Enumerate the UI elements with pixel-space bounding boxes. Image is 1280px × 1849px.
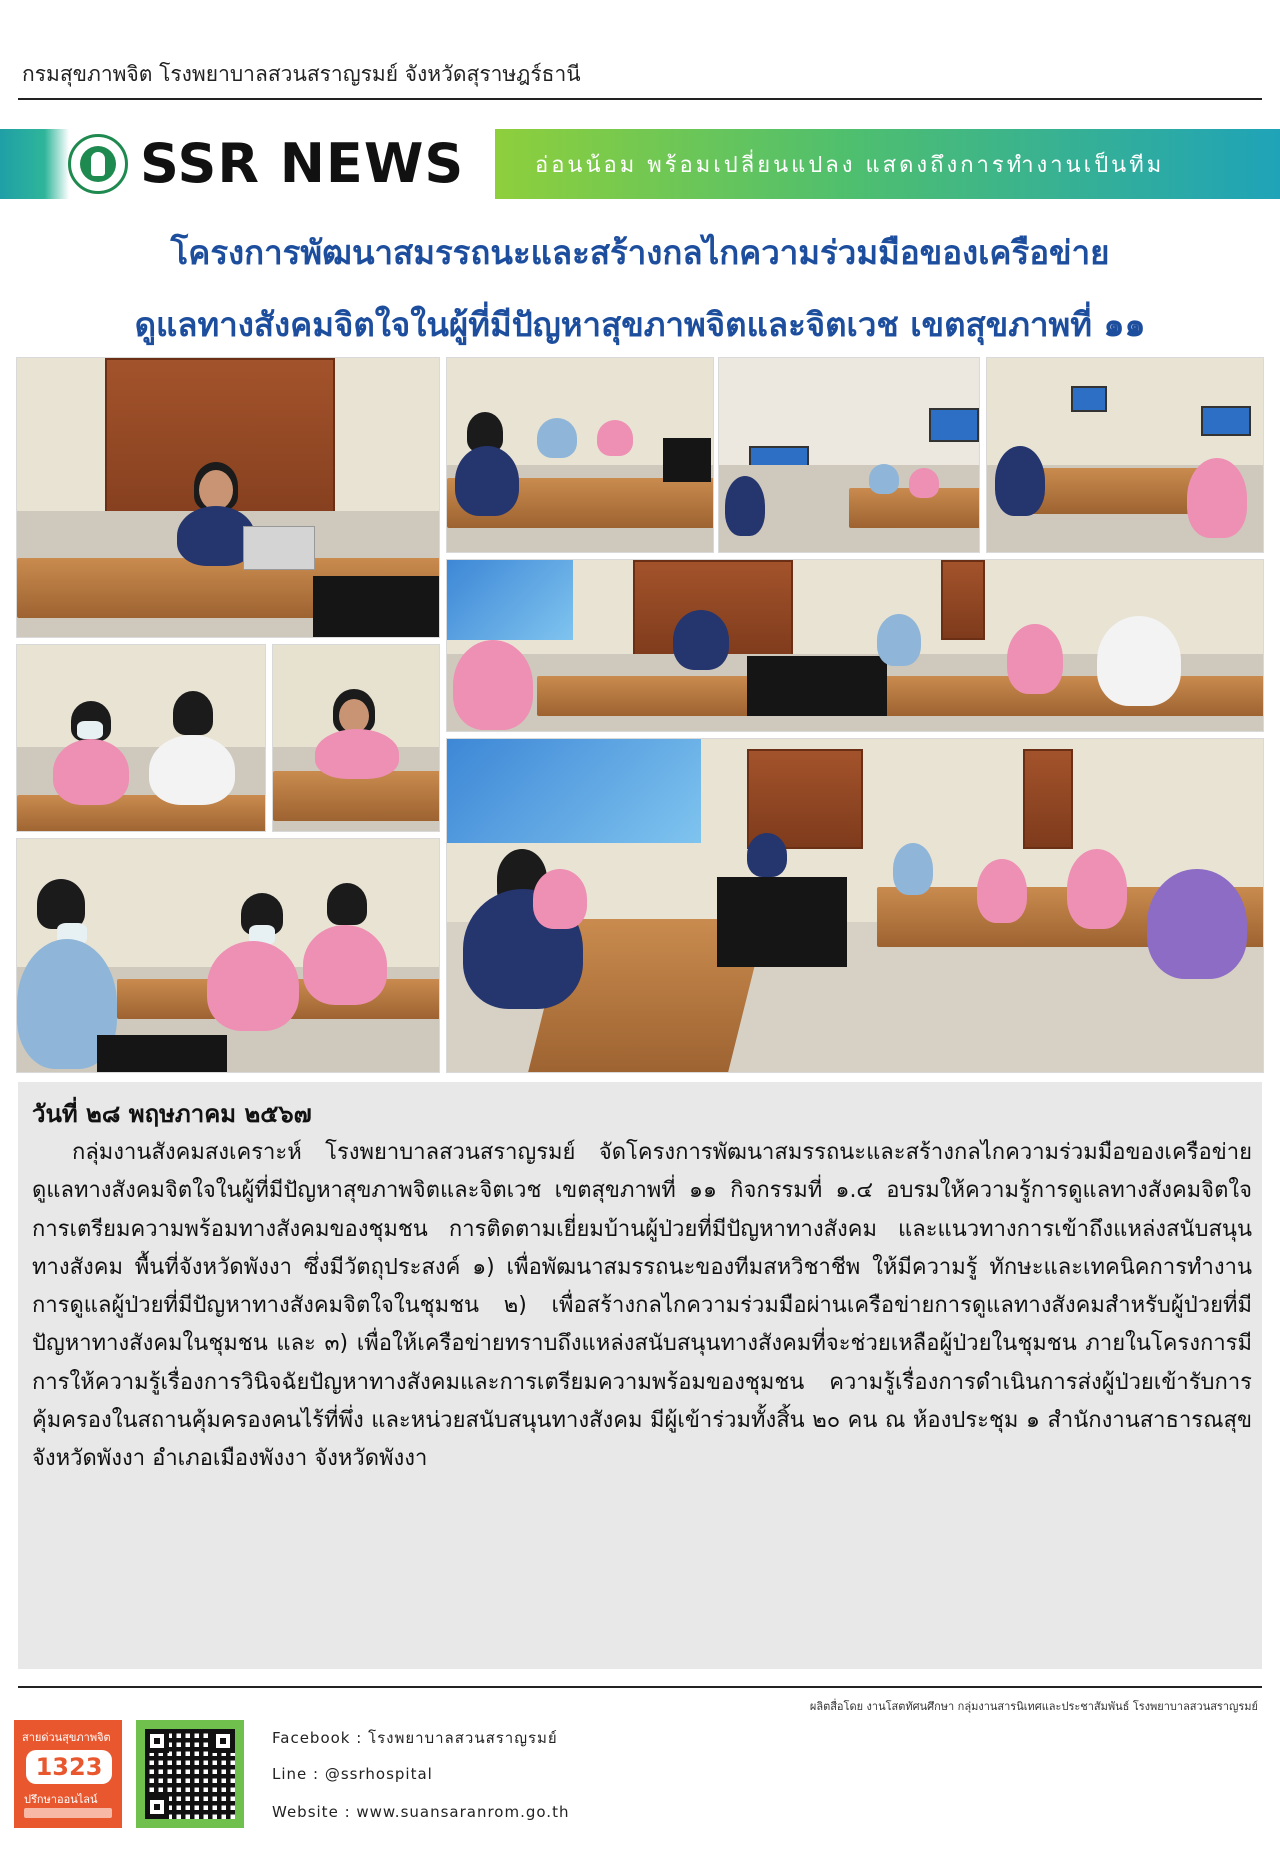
banner-right [495, 129, 1280, 199]
photo-meeting-left [446, 357, 714, 553]
hotline-sub: ปรึกษาออนไลน์ [24, 1793, 98, 1806]
photo-participants-masked [16, 644, 266, 832]
article-date: วันที่ ๒๘ พฤษภาคม ๒๕๖๗ [32, 1100, 312, 1128]
header-divider [18, 98, 1262, 100]
department-logo-icon [68, 134, 128, 194]
article-panel [18, 1082, 1262, 1669]
website-link[interactable]: Website : www.suansaranrom.go.th [272, 1803, 570, 1821]
hotline-number: 1323 [26, 1750, 112, 1784]
photo-participant-pink [272, 644, 440, 832]
facebook-contact: Facebook : โรงพยาบาลสวนสราญรมย์ [272, 1729, 558, 1747]
org-line: กรมสุขภาพจิต โรงพยาบาลสวนสราญรมย์ จังหวัดสุราษฎร์ธานี [22, 62, 581, 86]
production-credit: ผลิตสื่อโดย งานโสตทัศนศึกษา กลุ่มงานสารนิเทศและประชาสัมพันธ์ โรงพยาบาลสวนสราญรมย์ [809, 1700, 1258, 1713]
banner-left [0, 129, 495, 199]
news-banner [0, 129, 1280, 199]
hotline-footer-bar [24, 1808, 112, 1818]
footer-divider [18, 1686, 1262, 1688]
headline-line-2: ดูแลทางสังคมจิตใจในผู้ที่มีปัญหาสุขภาพจิตและจิตเวช เขตสุขภาพที่ ๑๑ [134, 305, 1146, 344]
hotline-label: สายด่วนสุขภาพจิต [22, 1731, 111, 1744]
mental-health-hotline-badge [14, 1720, 122, 1828]
brand-title: SSR NEWS [140, 132, 465, 195]
qr-code-icon [136, 1720, 244, 1828]
slogan: อ่อนน้อม พร้อมเปลี่ยนแปลง แสดงถึงการทำงานเป็นทีม [535, 153, 1165, 178]
photo-meeting-screens [718, 357, 980, 553]
headline-line-1: โครงการพัฒนาสมรรถนะและสร้างกลไกความร่วมมือของเครือข่าย [170, 233, 1110, 272]
photo-meeting-right [986, 357, 1264, 553]
photo-presenter-front [16, 357, 440, 638]
photo-wide-meeting [446, 559, 1264, 732]
photo-participants-side [16, 838, 440, 1073]
article-body: กลุ่มงานสังคมสงเคราะห์ โรงพยาบาลสวนสราญรมย์ จัดโครงการพัฒนาสมรรถนะและสร้างกลไกความร่วมมือของเครือข่ายดูแลทางสังคมจิตใจในผู้ที่มีปัญหาสุขภาพจิตและจิตเวช เขตสุขภาพที่ ๑๑ กิจกรรมที่ ๑.๔ อบรมให้ความรู้การดูแลทางสังคมจิตใจ การเตรียมความพร้อมทางสังคมของชุมชน การติดตามเยี่ยมบ้านผู้ป่วยที่มีปัญหาทางสังคม และแนวทางการเข้าถึงแหล่งสนับสนุนทางสังคม พื้นที่จังหวัดพังงา ซึ่งมีวัตถุประสงค์ ๑) เพื่อพัฒนาสมรรถนะของทีมสหวิชาชีพ ให้มีความรู้ ทักษะและเทคนิคการทำงานการดูแลผู้ป่วยที่มีปัญหาทางสังคมจิตใจในชุมชน ๒) เพื่อสร้างกลไกความร่วมมือผ่านเครือข่ายการดูแลทางสังคมสำหรับผู้ป่วยที่มีปัญหาทางสังคมในชุมชน และ ๓) เพื่อให้เครือข่ายทราบถึงแหล่งสนับสนุนทางสังคมที่จะช่วยเหลือผู้ป่วยในชุมชน ภายในโครงการมีการให้ความรู้เรื่องการวินิจฉัยปัญหาทางสังคมและการเตรียมความพร้อมของชุมชน ความรู้เรื่องการดำเนินการส่งผู้ป่วยเข้ารับการคุ้มครองในสถานคุ้มครองคนไร้ที่พึ่ง และหน่วยสนับสนุนทางสังคม มีผู้เข้าร่วมทั้งสิ้น ๒๐ คน ณ ห้องประชุม ๑ สำนักงานสาธารณสุขจังหวัดพังงา อำเภอเมืองพังงา จังหวัดพังงา [32, 1140, 1252, 1472]
line-contact: Line : @ssrhospital [272, 1765, 433, 1783]
photo-conference-room [446, 738, 1264, 1073]
